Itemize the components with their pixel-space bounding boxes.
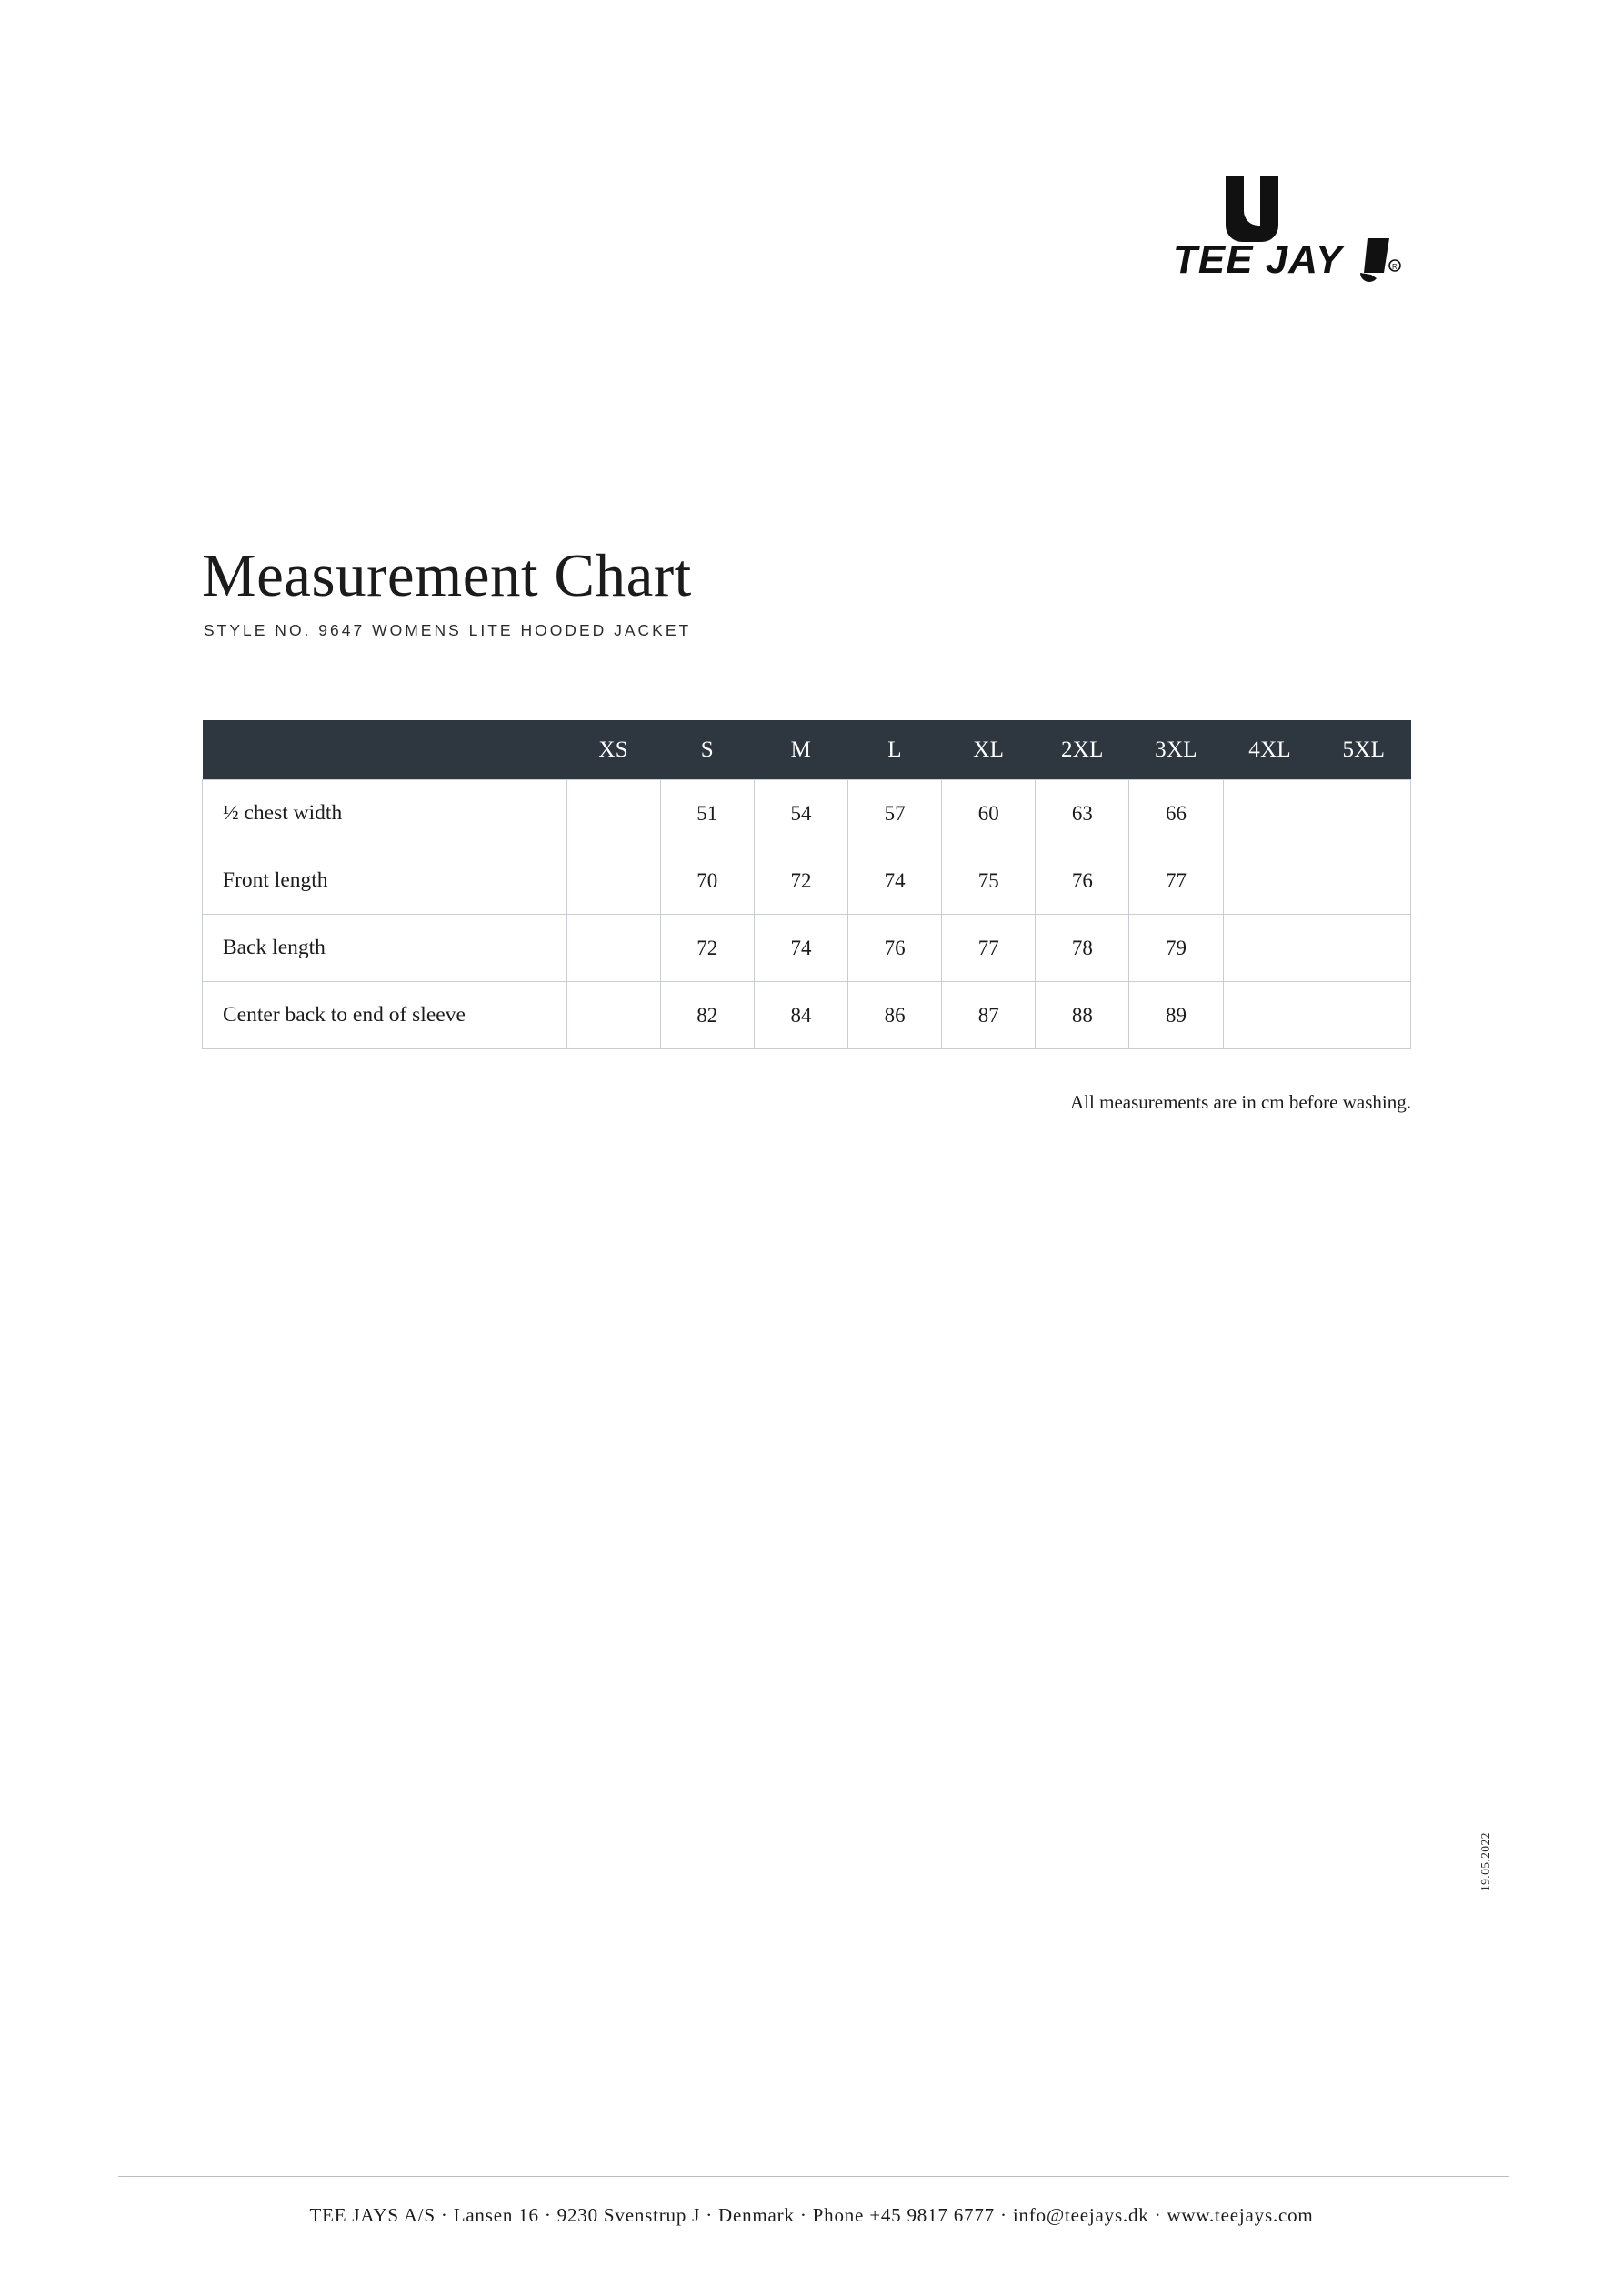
cell-value (1223, 915, 1317, 982)
style-subtitle: STYLE NO. 9647 WOMENS LITE HOODED JACKET (204, 621, 692, 640)
table-row (203, 780, 1411, 847)
footer-contact: TEE JAYS A/S · Lansen 16 · 9230 Svenstrup J · Denmark · Phone +45 9817 6777 · info@teejays.dk · www.teejays.com (309, 2204, 1314, 2226)
cell-value: 57 (848, 780, 942, 847)
cell-value: 77 (942, 915, 1036, 982)
cell-value: 77 (1129, 847, 1223, 915)
cell-value: 66 (1129, 780, 1223, 847)
cell-value (1223, 780, 1317, 847)
cell-value (1223, 847, 1317, 915)
cell-value: 84 (754, 982, 847, 1049)
cell-value: 70 (660, 847, 754, 915)
cell-value (1317, 780, 1410, 847)
cell-value: 75 (942, 847, 1036, 915)
cell-value: 72 (660, 915, 754, 982)
tee-jays-logo (1173, 171, 1428, 289)
cell-value (566, 847, 660, 915)
cell-value (1317, 982, 1410, 1049)
title-block (202, 544, 1420, 640)
measurement-table (202, 720, 1411, 1049)
cell-value: 72 (754, 847, 847, 915)
column-header-4xl: 4XL (1223, 720, 1317, 780)
svg-text:R: R (1392, 263, 1398, 271)
column-header-l: L (848, 720, 942, 780)
column-header-3xl: 3XL (1129, 720, 1223, 780)
column-header-xs: XS (566, 720, 660, 780)
column-header-s: S (660, 720, 754, 780)
cell-value (566, 915, 660, 982)
row-label: Back length (203, 915, 567, 982)
column-header-xl: XL (942, 720, 1036, 780)
row-label: Front length (203, 847, 567, 915)
cell-value: 78 (1036, 915, 1129, 982)
cell-value: 74 (848, 847, 942, 915)
cell-value: 54 (754, 780, 847, 847)
table-header-row (203, 720, 1411, 780)
cell-value (1317, 847, 1410, 915)
table-row (203, 847, 1411, 915)
measurement-note: All measurements are in cm before washing. (1070, 1091, 1411, 1113)
column-header-2xl: 2XL (1036, 720, 1129, 780)
row-label: ½ chest width (203, 780, 567, 847)
page-title: Measurement Chart (202, 542, 692, 609)
cell-value: 76 (1036, 847, 1129, 915)
cell-value: 63 (1036, 780, 1129, 847)
cell-value: 86 (848, 982, 942, 1049)
cell-value: 60 (942, 780, 1036, 847)
cell-value: 88 (1036, 982, 1129, 1049)
svg-text:TEE JAY: TEE JAY (1173, 237, 1344, 282)
cell-value (566, 780, 660, 847)
row-label: Center back to end of sleeve (203, 982, 567, 1049)
revision-date: 19.05.2022 (1478, 1832, 1492, 1891)
cell-value (1317, 915, 1410, 982)
column-header-measurement (203, 720, 567, 780)
cell-value: 74 (754, 915, 847, 982)
cell-value (566, 982, 660, 1049)
column-header-5xl: 5XL (1317, 720, 1410, 780)
column-header-m: M (754, 720, 847, 780)
footer-divider (118, 2176, 1509, 2177)
cell-value: 82 (660, 982, 754, 1049)
cell-value: 87 (942, 982, 1036, 1049)
table-row (203, 982, 1411, 1049)
cell-value: 76 (848, 915, 942, 982)
cell-value: 51 (660, 780, 754, 847)
measurement-table-container (202, 720, 1411, 1049)
cell-value: 79 (1129, 915, 1223, 982)
cell-value: 89 (1129, 982, 1223, 1049)
table-row (203, 915, 1411, 982)
cell-value (1223, 982, 1317, 1049)
